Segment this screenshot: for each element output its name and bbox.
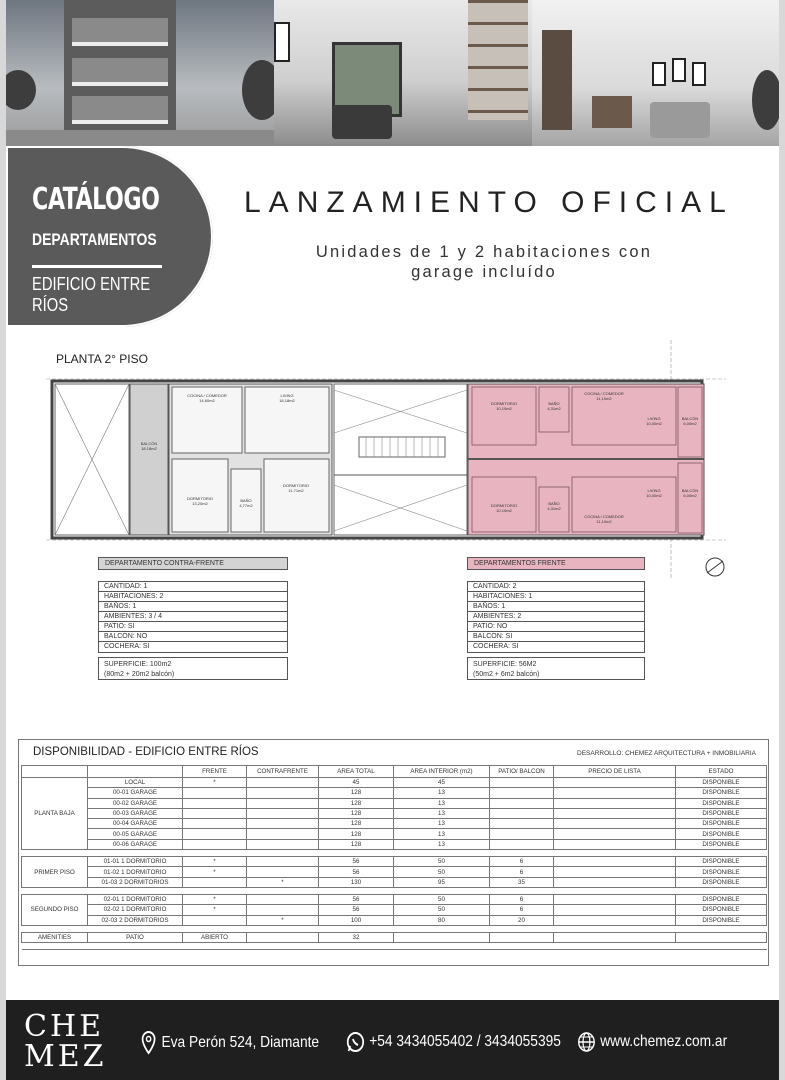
room-label: LIVING xyxy=(647,416,661,421)
group-separator xyxy=(22,925,767,932)
cell-patio: 6 xyxy=(490,894,554,904)
surface-detail: (50m2 + 6m2 balcón) xyxy=(473,671,540,678)
table-row xyxy=(22,857,767,867)
cell-total: 56 xyxy=(319,905,394,915)
cell-interior: 13 xyxy=(394,829,490,839)
phone-text[interactable]: +54 3434055402 / 3434055395 xyxy=(369,1033,561,1050)
spec-row: COCHERA: SI xyxy=(473,643,519,650)
cell-contra xyxy=(247,857,319,867)
cell-estado: DISPONIBLE xyxy=(676,819,767,829)
cell-patio: 6 xyxy=(490,867,554,877)
cell-frente: * xyxy=(183,867,247,877)
cell-unit: 00-01 GARAGE xyxy=(88,788,183,798)
building-facade-photo xyxy=(6,0,274,146)
cell-total: 56 xyxy=(319,867,394,877)
cell-total: 128 xyxy=(319,798,394,808)
room-label: COCINA / COMEDOR xyxy=(584,514,624,519)
cell-total: 56 xyxy=(319,894,394,904)
cell-estado: DISPONIBLE xyxy=(676,839,767,849)
cell-interior: 13 xyxy=(394,819,490,829)
column-header: AREA TOTAL xyxy=(319,766,394,778)
room-label: DORMITORIO xyxy=(491,401,517,406)
cell-contra xyxy=(247,819,319,829)
address-text: Eva Perón 524, Diamante xyxy=(161,1034,320,1051)
cell-precio xyxy=(554,894,676,904)
cell-unit: 01-01 1 DORMITORIO xyxy=(88,857,183,867)
table-row xyxy=(22,867,767,877)
cell-interior: 13 xyxy=(394,808,490,818)
cell-frente: ABIERTO xyxy=(183,932,247,942)
cell-total: 45 xyxy=(319,778,394,788)
spec-row: BALCÓN: NO xyxy=(99,632,287,642)
table-header-row xyxy=(22,766,767,778)
cell-total: 128 xyxy=(319,829,394,839)
cell-precio xyxy=(554,932,676,942)
floor-group-label: PLANTA BAJA xyxy=(22,778,88,850)
table-row xyxy=(22,877,767,887)
room-area: 4,31m2 xyxy=(547,406,561,411)
cell-frente xyxy=(183,808,247,818)
cell-total: 128 xyxy=(319,839,394,849)
whatsapp-icon xyxy=(346,1031,365,1053)
spec-row: BAÑOS: 1 xyxy=(468,602,644,612)
cell-interior: 95 xyxy=(394,877,490,887)
table-row xyxy=(22,798,767,808)
cell-frente xyxy=(183,829,247,839)
frente-header: DEPARTAMENTOS FRENTE xyxy=(467,557,645,570)
globe-icon xyxy=(577,1031,596,1053)
spec-row: BALCÓN: SI xyxy=(468,632,644,642)
cell-precio xyxy=(554,829,676,839)
room-area: 4,77m2 xyxy=(239,503,253,508)
developer-credit: DESARROLLO: CHEMEZ ARQUITECTURA + INMOBILIARIA xyxy=(577,750,756,757)
column-header: PATIO/ BALCON xyxy=(490,766,554,778)
cell-precio xyxy=(554,915,676,925)
room-area: 10,10m2 xyxy=(496,508,512,513)
column-header xyxy=(88,766,183,778)
table-row xyxy=(22,905,767,915)
cell-unit: 01-03 2 DORMITORIOS xyxy=(88,877,183,887)
contra-frente-specs xyxy=(98,581,288,653)
spec-row: HABITACIONES: 2 xyxy=(99,592,287,602)
room-label: BAÑO xyxy=(548,501,560,506)
room-area: 10,00m2 xyxy=(646,421,662,426)
hero-photos xyxy=(6,0,779,146)
cell-estado: DISPONIBLE xyxy=(676,829,767,839)
room-label: BALCÓN xyxy=(681,416,699,421)
cell-contra xyxy=(247,905,319,915)
cell-precio xyxy=(554,778,676,788)
launch-subtitle-line2: garage incluído xyxy=(411,263,557,281)
cell-estado: DISPONIBLE xyxy=(676,915,767,925)
cell-contra xyxy=(247,808,319,818)
launch-title: LANZAMIENTO OFICIAL xyxy=(244,186,734,219)
table-row xyxy=(22,915,767,925)
website-link[interactable]: www.chemez.com.ar xyxy=(600,1033,728,1050)
cell-interior: 13 xyxy=(394,788,490,798)
spec-row: PATIO: SI xyxy=(99,622,287,632)
room-label: DORMITORIO xyxy=(491,503,517,508)
column-header: ESTADO xyxy=(676,766,767,778)
cell-contra: * xyxy=(247,877,319,887)
cell-unit: PATIO xyxy=(88,932,183,942)
badge-divider xyxy=(32,265,162,268)
room-label: COCINA / COMEDOR xyxy=(584,391,624,396)
cell-precio xyxy=(554,819,676,829)
cell-estado: DISPONIBLE xyxy=(676,798,767,808)
column-header: FRENTE xyxy=(183,766,247,778)
room-label: LIVING xyxy=(280,393,294,398)
cell-estado: DISPONIBLE xyxy=(676,808,767,818)
table-row xyxy=(22,943,767,950)
room-area: 11,10m2 xyxy=(596,396,612,401)
cell-contra xyxy=(247,829,319,839)
column-header: AREA INTERIOR (m2) xyxy=(394,766,490,778)
table-row xyxy=(22,778,767,788)
availability-table xyxy=(21,765,767,950)
cell-precio xyxy=(554,839,676,849)
cell-frente: * xyxy=(183,894,247,904)
cell-frente: * xyxy=(183,905,247,915)
cell-patio xyxy=(490,808,554,818)
cell-unit: 02-03 2 DORMITORIOS xyxy=(88,915,183,925)
column-header xyxy=(22,766,88,778)
cell-unit: 00-03 GARAGE xyxy=(88,808,183,818)
cell-frente: * xyxy=(183,857,247,867)
plan-title: PLANTA 2° PISO xyxy=(56,352,148,366)
cell-patio: 20 xyxy=(490,915,554,925)
cell-precio xyxy=(554,867,676,877)
cell-patio: 35 xyxy=(490,877,554,887)
catalog-badge xyxy=(6,146,213,327)
room-area: 13,20m2 xyxy=(192,501,208,506)
cell-estado: DISPONIBLE xyxy=(676,905,767,915)
room-area: 18,18m2 xyxy=(279,398,295,403)
cell-unit: 00-04 GARAGE xyxy=(88,819,183,829)
room-label: DORMITORIO xyxy=(187,496,213,501)
cell-contra xyxy=(247,778,319,788)
footer xyxy=(6,1000,779,1080)
table-row xyxy=(22,839,767,849)
cell-precio xyxy=(554,788,676,798)
room-area: 10,00m2 xyxy=(646,493,662,498)
cell-estado: DISPONIBLE xyxy=(676,894,767,904)
table-body xyxy=(22,778,767,950)
cell-precio xyxy=(554,857,676,867)
badge-subtitle: DEPARTAMENTOS xyxy=(32,230,157,249)
table-row xyxy=(22,819,767,829)
cell-estado xyxy=(676,932,767,942)
floor-plan xyxy=(6,335,779,595)
cell-patio xyxy=(490,798,554,808)
cell-contra xyxy=(247,894,319,904)
cell-unit: LOCAL xyxy=(88,778,183,788)
frente-surface xyxy=(467,657,645,680)
room-label: BALCÓN xyxy=(681,488,699,493)
cell-frente xyxy=(183,839,247,849)
cell-precio xyxy=(554,798,676,808)
logo-line: MEZ xyxy=(24,1039,107,1074)
badge-title: CATÁLOGO xyxy=(32,182,160,217)
address xyxy=(140,1031,319,1055)
room-area: 11,10m2 xyxy=(596,519,612,524)
cell-estado: DISPONIBLE xyxy=(676,877,767,887)
surface-value: SUPERFICIE: 100m2 xyxy=(104,661,172,668)
cell-interior: 45 xyxy=(394,778,490,788)
north-arrow-icon xyxy=(706,558,724,576)
cell-precio xyxy=(554,808,676,818)
room-area: 6,00m2 xyxy=(683,421,697,426)
table-row xyxy=(22,788,767,798)
phone[interactable] xyxy=(346,1031,561,1053)
cell-unit: 02-01 1 DORMITORIO xyxy=(88,894,183,904)
spec-row: AMBIENTES: 3 / 4 xyxy=(99,612,287,622)
cell-total: 128 xyxy=(319,819,394,829)
location-pin-icon xyxy=(140,1031,157,1055)
cell-unit: 02-02 1 DORMITORIO xyxy=(88,905,183,915)
chemez-logo xyxy=(24,1009,107,1074)
spec-row: CANTIDAD: 2 xyxy=(468,582,644,592)
availability-panel xyxy=(18,739,769,966)
frente-specs xyxy=(467,581,645,653)
cell-interior: 13 xyxy=(394,839,490,849)
contra-frente-header: DEPARTAMENTO CONTRA-FRENTE xyxy=(98,557,288,570)
table-row xyxy=(22,829,767,839)
cell-unit: 00-05 GARAGE xyxy=(88,829,183,839)
floor-group-label: SEGUNDO PISO xyxy=(22,894,88,925)
catalog-page xyxy=(6,0,779,1080)
spec-row: PATIO: NO xyxy=(468,622,644,632)
cell-total: 128 xyxy=(319,788,394,798)
cell-patio xyxy=(490,839,554,849)
cell-contra: * xyxy=(247,915,319,925)
cell-patio: 6 xyxy=(490,857,554,867)
cell-frente xyxy=(183,915,247,925)
cell-total: 56 xyxy=(319,857,394,867)
cell-estado: DISPONIBLE xyxy=(676,778,767,788)
website[interactable] xyxy=(577,1031,727,1053)
cell-contra xyxy=(247,788,319,798)
cell-patio xyxy=(490,788,554,798)
cell-frente xyxy=(183,877,247,887)
cell-total: 32 xyxy=(319,932,394,942)
cell-interior: 13 xyxy=(394,798,490,808)
contra-frente-surface xyxy=(98,657,288,680)
cell-contra xyxy=(247,867,319,877)
room-area: 10,10m2 xyxy=(496,406,512,411)
cell-interior: 50 xyxy=(394,894,490,904)
spec-row: HABITACIONES: 1 xyxy=(468,592,644,602)
cell-frente xyxy=(183,798,247,808)
cell-interior xyxy=(394,932,490,942)
launch-subtitle xyxy=(254,242,714,282)
cell-frente: * xyxy=(183,778,247,788)
launch-subtitle-line1: Unidades de 1 y 2 habitaciones con xyxy=(315,243,653,261)
badge-building: EDIFICIO ENTRE RÍOS xyxy=(32,274,151,315)
group-separator xyxy=(22,850,767,857)
table-row xyxy=(22,932,767,942)
cell-unit: 00-02 GARAGE xyxy=(88,798,183,808)
cell-patio xyxy=(490,778,554,788)
spec-row: BAÑOS: 1 xyxy=(99,602,287,612)
spec-row: CANTIDAD: 1 xyxy=(99,582,287,592)
cell-estado: DISPONIBLE xyxy=(676,857,767,867)
logo-line: CHE xyxy=(24,1009,105,1044)
cell-interior: 80 xyxy=(394,915,490,925)
room-area: 14,60m2 xyxy=(199,398,215,403)
living-room-photo xyxy=(274,0,532,146)
floor-group-label: PRIMER PISO xyxy=(22,857,88,888)
table-row xyxy=(22,808,767,818)
cell-patio xyxy=(490,819,554,829)
room-area: 18,18m2 xyxy=(141,446,157,451)
spec-row: COCHERA: SI xyxy=(104,643,150,650)
room-label: BALCÓN xyxy=(140,441,158,446)
group-separator xyxy=(22,887,767,894)
cell-estado: DISPONIBLE xyxy=(676,788,767,798)
spec-row: AMBIENTES: 2 xyxy=(468,612,644,622)
cell-total: 100 xyxy=(319,915,394,925)
room-label: LIVING xyxy=(647,488,661,493)
room-label: BAÑO xyxy=(240,498,252,503)
cell-patio: 6 xyxy=(490,905,554,915)
room-area: 11,71m2 xyxy=(288,488,304,493)
room-label: BAÑO xyxy=(548,401,560,406)
cell-frente xyxy=(183,819,247,829)
cell-patio xyxy=(490,829,554,839)
surface-detail: (80m2 + 20m2 balcón) xyxy=(104,671,175,678)
room-area: 4,31m2 xyxy=(547,506,561,511)
availability-title: DISPONIBILIDAD - EDIFICIO ENTRE RÍOS xyxy=(33,746,259,758)
cell-contra xyxy=(247,839,319,849)
cell-interior: 50 xyxy=(394,905,490,915)
column-header: PRECIO DE LISTA xyxy=(554,766,676,778)
room-area: 6,00m2 xyxy=(683,493,697,498)
surface-value: SUPERFICIE: 56M2 xyxy=(473,661,537,668)
cell-estado: DISPONIBLE xyxy=(676,867,767,877)
cell-frente xyxy=(183,788,247,798)
room-label: COCINA / COMEDOR xyxy=(187,393,227,398)
cell-precio xyxy=(554,905,676,915)
cell-interior: 50 xyxy=(394,867,490,877)
cell-precio xyxy=(554,877,676,887)
cell-total: 128 xyxy=(319,808,394,818)
table-row xyxy=(22,894,767,904)
cell-unit: 00-06 GARAGE xyxy=(88,839,183,849)
column-header: CONTRAFRENTE xyxy=(247,766,319,778)
cell-total: 130 xyxy=(319,877,394,887)
cell-unit: 01-02 1 DORMITORIO xyxy=(88,867,183,877)
cell-contra xyxy=(247,932,319,942)
kitchen-photo xyxy=(532,0,779,146)
cell-contra xyxy=(247,798,319,808)
cell-patio xyxy=(490,932,554,942)
room-label: DORMITORIO xyxy=(283,483,309,488)
floor-group-label: AMENITIES xyxy=(22,932,88,942)
cell-interior: 50 xyxy=(394,857,490,867)
